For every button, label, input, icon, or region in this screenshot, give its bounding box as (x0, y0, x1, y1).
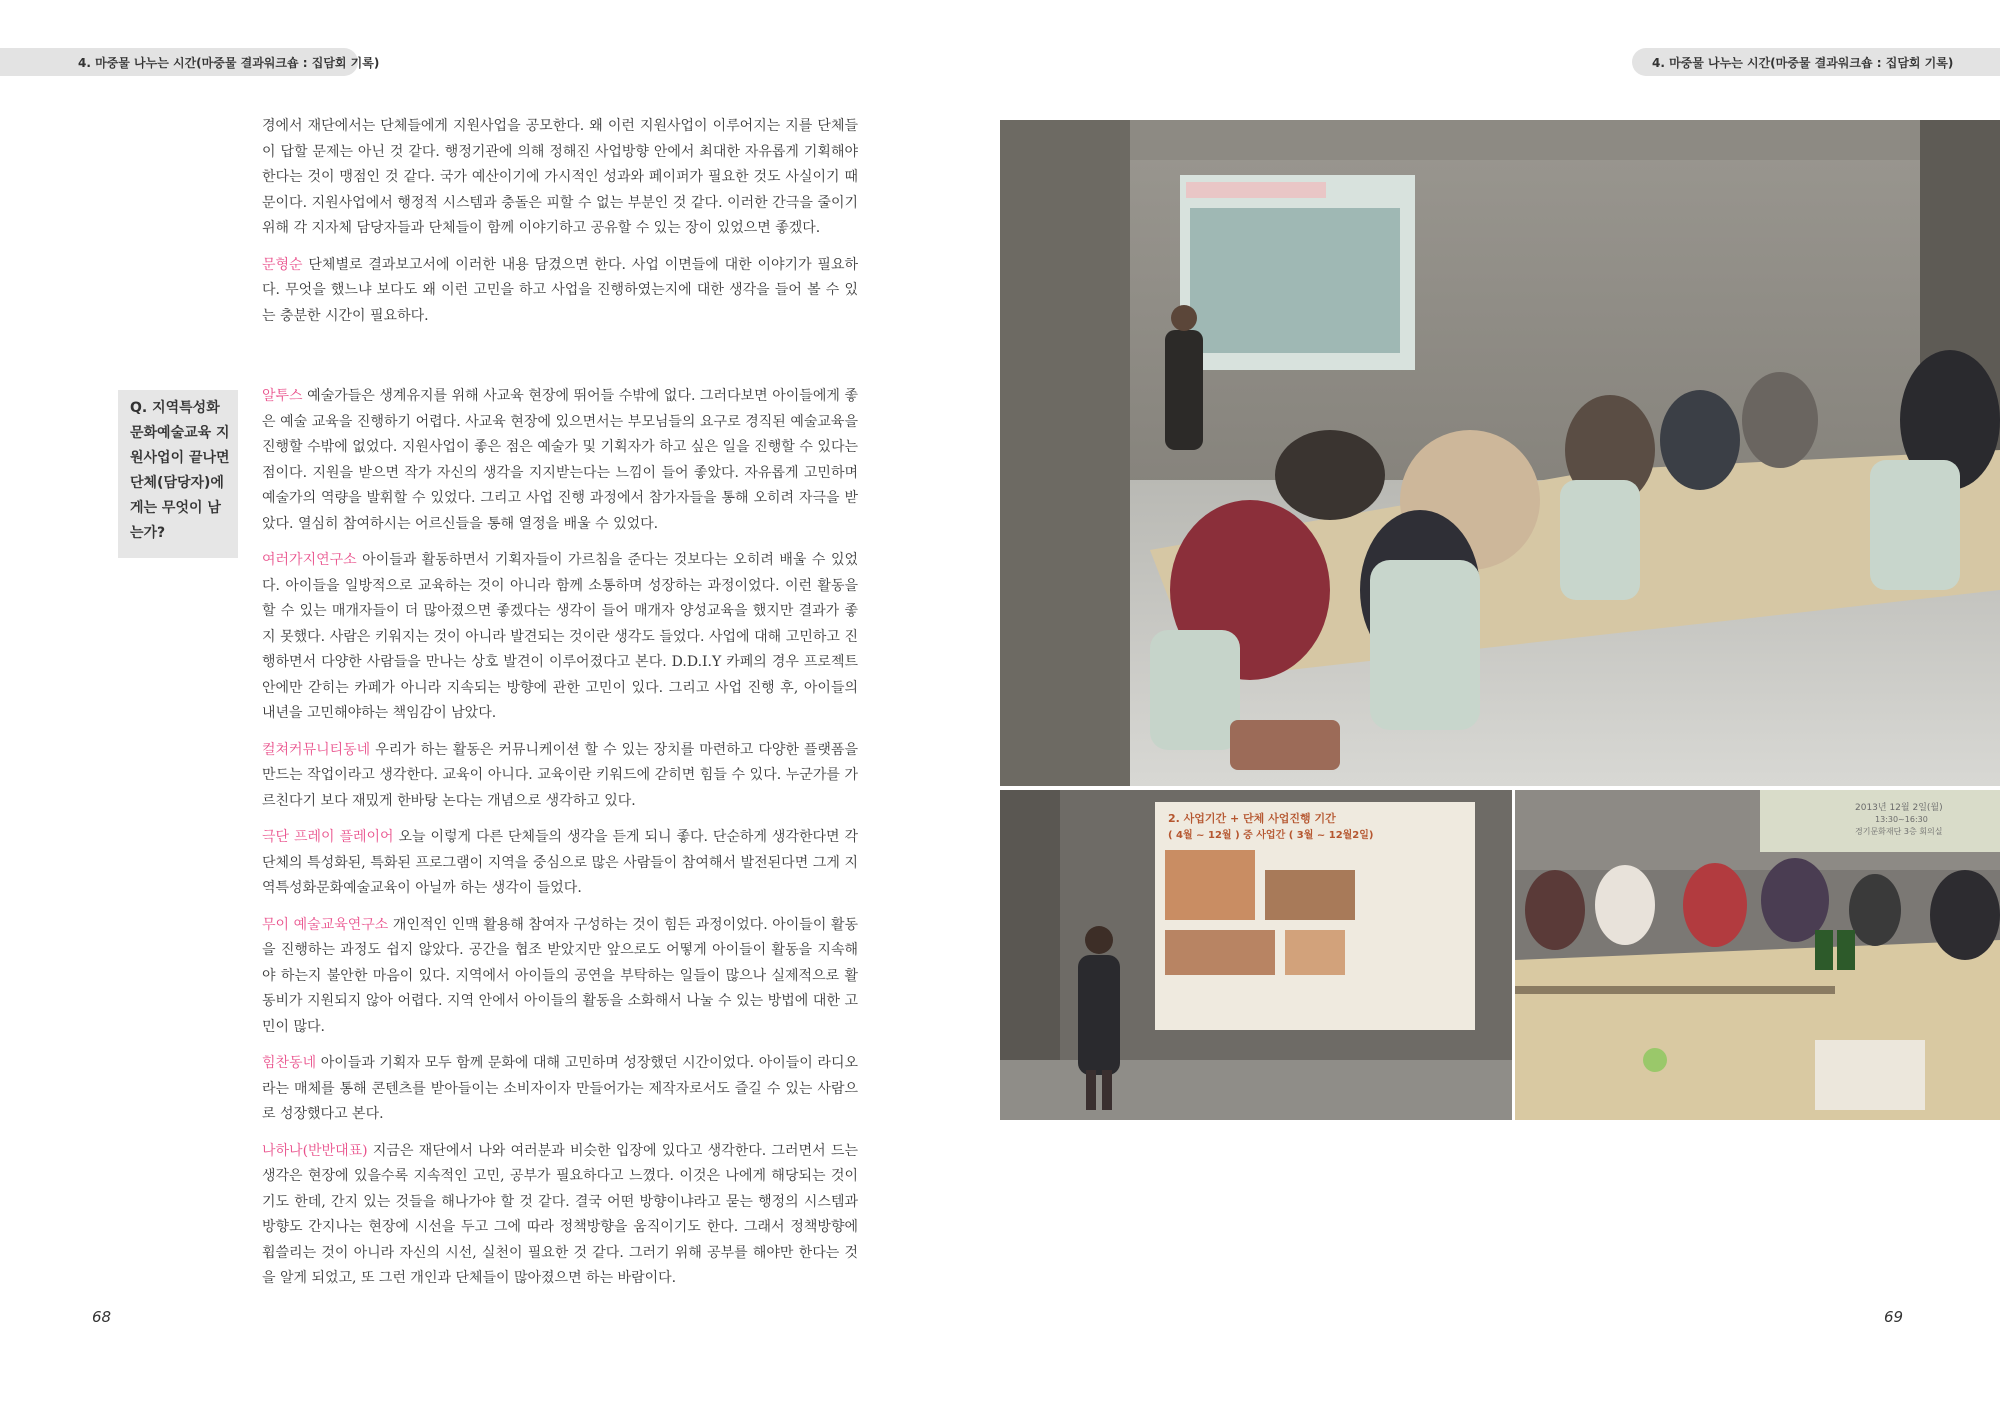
photo-workshop-room (1000, 120, 2000, 786)
speaker-name: 극단 프레이 플레이어 (262, 829, 394, 845)
answer-paragraph (262, 384, 858, 537)
page-number-left: 68 (92, 1308, 112, 1326)
screen-date-text: 2013년 12월 2일(월) (1855, 803, 1943, 813)
answer-paragraph (262, 825, 858, 902)
running-header-left-text: 4. 마중물 나누는 시간(마중물 결과워크숍 : 집담회 기록) (78, 55, 380, 70)
screen-time-text: 13:30~16:30 (1875, 815, 1928, 824)
question-box (118, 390, 238, 558)
running-header-left (0, 48, 380, 76)
speaker-name: 나하나(반반대표) (262, 1142, 368, 1159)
intro-paragraph-1 (262, 114, 858, 242)
paragraph-text: 지금은 재단에서 나와 여러분과 비슷한 입장에 있다고 생각한다. 그러면서 드는 생각은 현장에 있을수록 지속적인 고민, 공부가 필요하다고 느꼈다. 이것은 나에게 해당되는 것이기도 한데, 간지 있는 것들을 해나가야 할 것 같다. 결국 어떤 방향이냐라고 묻는 행정의 시스템과 방향도 간지나는 현장에 시선을 두고 그에 따라 정책방향을 움직이기도 한다. 그래서 정책방향에 휩쓸리는 것이 아니라 자신의 시선, 실천이 필요한 것 같다. 그러기 위해 공부를 해야만 한다는 것을 알게 되었고, 또 그런 개인과 단체들이 많아졌으면 하는 바람이다. (262, 1142, 858, 1286)
photo-participants-illustration (1515, 790, 2000, 1120)
paragraph-text: 아이들과 기획자 모두 함께 문화에 대해 고민하며 성장했던 시간이었다. 아이들이 라디오라는 매체를 통해 콘텐츠를 받아들이는 소비자이자 만들어가는 제작자로서도 즐길 수 있는 사람으로 성장했다고 본다. (262, 1055, 858, 1122)
answer-paragraph (262, 1139, 858, 1292)
paragraph-text: 예술가들은 생계유지를 위해 사교육 현장에 뛰어들 수밖에 없다. 그러다보면 아이들에게 좋은 예술 교육을 진행하기 어렵다. 사교육 현장에 있으면서는 부모님들의 요구로 경직된 예술교육을 진행할 수밖에 없었다. 지원사업이 좋은 점은 예술가 및 기획자가 하고 싶은 일을 진행할 수 있다는 점이다. 지원을 받으면 작가 자신의 생각을 지지받는다는 느낌이 들어 좋았다. 자유롭게 고민하며 예술가의 역량을 발휘할 수 있었다. 그리고 사업 진행 과정에서 참가자들을 통해 오히려 자극을 받았다. 열심히 참여하시는 어르신들을 통해 열정을 배울 수 있었다. (262, 388, 858, 532)
answers-text-block (262, 384, 858, 1303)
speaker-name: 문형순 (262, 256, 303, 273)
speaker-name: 힘찬동네 (262, 1055, 317, 1071)
paragraph-text: 단체별로 결과보고서에 이러한 내용 담겼으면 한다. 사업 이면들에 대한 이야기가 필요하다. 무엇을 했느냐 보다도 왜 이런 고민을 하고 사업을 진행하였는지에 대한 생각을 들어 볼 수 있는 충분한 시간이 필요하다. (262, 256, 858, 324)
speaker-name: 여러가지연구소 (262, 552, 357, 568)
intro-text-block (262, 114, 858, 340)
photo-presenter-illustration (1000, 790, 1512, 1120)
answer-paragraph (262, 913, 858, 1041)
photo-presenter (1000, 790, 1512, 1120)
running-header-right-text: 4. 마중물 나누는 시간(마중물 결과워크숍 : 집담회 기록) (1652, 55, 1954, 70)
answer-paragraph (262, 1051, 858, 1128)
speaker-name: 무이 예술교육연구소 (262, 916, 389, 933)
speaker-name: 알투스 (262, 388, 303, 404)
paragraph-text: 오늘 이렇게 다른 단체들의 생각을 듣게 되니 좋다. 단순하게 생각한다면 각 단체의 특성화된, 특화된 프로그램이 지역을 중심으로 많은 사람들이 참여해서 발전된다면 그게 지역특성화문화예술교육이 아닐까 하는 생각이 들었다. (262, 829, 858, 896)
answer-paragraph (262, 548, 858, 727)
question-text: Q. 지역특성화 문화예술교육 지원사업이 끝나면 단체(담당자)에게는 무엇이 남는가? (130, 400, 230, 541)
paragraph-text: 우리가 하는 활동은 커뮤니케이션 할 수 있는 장치를 마련하고 다양한 플랫폼을 만드는 작업이라고 생각한다. 교육이 아니다. 교육이란 키워드에 갇히면 힘들 수 있다. 누군가를 가르친다기 보다 재밌게 한바탕 논다는 개념으로 생각하고 있다. (262, 741, 858, 809)
paragraph-text: 경에서 재단에서는 단체들에게 지원사업을 공모한다. 왜 이런 지원사업이 이루어지는 지를 단체들이 답할 문제는 아닌 것 같다. 행정기관에 의해 정해진 사업방향 안에서 최대한 자유롭게 기획해야 한다는 것이 맹점인 것 같다. 국가 예산이기에 가시적인 성과와 페이퍼가 필요한 것도 사실이기 때문이다. 지원사업에서 행정적 시스템과 충돌은 피할 수 없는 부분인 것 같다. 이러한 간극을 줄이기 위해 각 지자체 담당자들과 단체들이 함께 이야기하고 공유할 수 있는 장이 있었으면 좋겠다. (262, 118, 858, 236)
slide-title-line-2: ( 4월 ~ 12월 ) 중 사업간 ( 3월 ~ 12월2일) (1168, 830, 1374, 841)
screen-venue-text: 경기문화재단 3층 회의실 (1855, 827, 1943, 836)
slide-title-line-1: 2. 사업기간 + 단체 사업진행 기간 (1168, 812, 1336, 825)
running-header-right (1632, 48, 2000, 76)
intro-paragraph-2 (262, 253, 858, 330)
speaker-name: 컬쳐커뮤니티동네 (262, 741, 371, 758)
paragraph-text: 개인적인 인맥 활용해 참여자 구성하는 것이 힘든 과정이었다. 아이들이 활동을 진행하는 과정도 쉽지 않았다. 공간을 협조 받았지만 앞으로도 어떻게 아이들이 활동을 지속해야 하는지 불안한 마음이 있다. 지역에서 아이들의 공연을 부탁하는 일들이 많으나 실제적으로 활동비가 지원되지 않아 어렵다. 지역 안에서 아이들의 활동을 소화해서 나눌 수 있는 방법에 대한 고민이 많다. (262, 916, 858, 1035)
answer-paragraph (262, 738, 858, 815)
photo-participants (1515, 790, 2000, 1120)
page-number-right: 69 (1884, 1308, 1904, 1326)
photo-workshop-room-illustration (1000, 120, 2000, 786)
paragraph-text: 아이들과 활동하면서 기획자들이 가르침을 준다는 것보다는 오히려 배울 수 있었다. 아이들을 일방적으로 교육하는 것이 아니라 함께 소통하며 성장하는 과정이었다. 이런 활동을 할 수 있는 매개자들이 더 많아졌으면 좋겠다는 생각이 들어 매개자 양성교육을 했지만 결과가 좋지 못했다. 사람은 키워지는 것이 아니라 발견되는 것이란 생각도 들었다. 사업에 대해 고민하고 진행하면서 다양한 사람들을 만나는 상호 발견이 이루어졌다고 본다. D.D.I.Y 카페의 경우 프로젝트 안에만 갇히는 카페가 아니라 지속되는 방향에 관한 고민이 있다. 그리고 사업 진행 후, 아이들의 내년을 고민해야하는 책임감이 남았다. (262, 552, 858, 721)
